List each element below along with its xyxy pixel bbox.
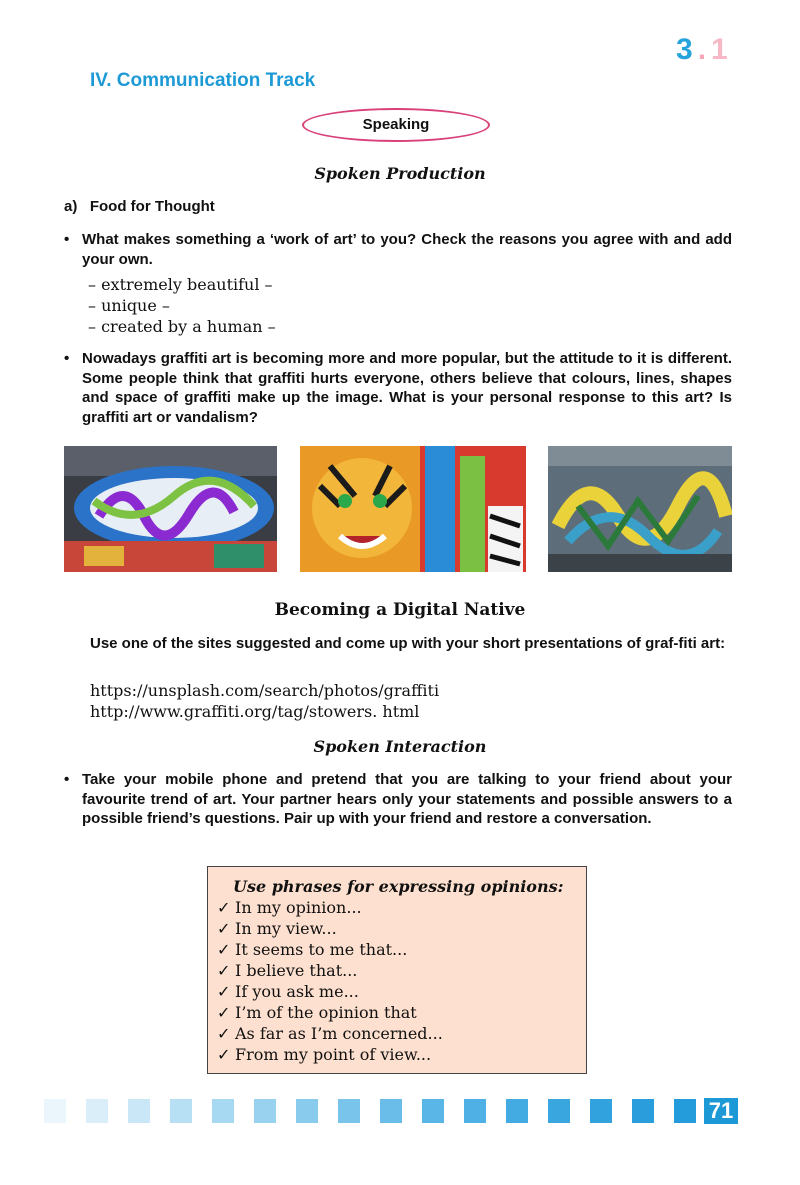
interaction-text: Take your mobile phone and pretend that you are talking to your friend about your favourite trend of art. Your partner hears only your statements and possible answers to a possible friend’s questions. Pair up with your friend and restore a conversation. (82, 771, 732, 827)
question-text: What makes something a ‘work of art’ to you? Check the reasons you agree with and add your own. (82, 231, 732, 268)
footer-square (254, 1099, 276, 1123)
phrase-text: If you ask me... (235, 982, 359, 1001)
phrase-item (217, 1002, 586, 1023)
check-icon: ✓ (217, 961, 231, 980)
graffiti-photo-3 (548, 446, 732, 572)
footer-square (380, 1099, 402, 1123)
phrase-text: From my point of view... (235, 1045, 432, 1064)
phrase-item (217, 897, 586, 918)
graffiti-photo-2 (300, 446, 526, 572)
phrase-text: As far as I’m concerned... (235, 1024, 443, 1043)
phrase-item (217, 918, 586, 939)
footer-square (86, 1099, 108, 1123)
footer-square (464, 1099, 486, 1123)
reasons-list (88, 274, 276, 337)
phrase-text: I’m of the opinion that (235, 1003, 417, 1022)
phrase-item (217, 960, 586, 981)
unit-dot: . (697, 33, 708, 66)
graffiti-photo-1 (64, 446, 277, 572)
check-icon: ✓ (217, 898, 231, 917)
footer-square (548, 1099, 570, 1123)
page-number: 71 (704, 1098, 738, 1124)
phrase-text: In my view... (235, 919, 337, 938)
section-title: IV. Communication Track (90, 70, 316, 91)
reason-item: – created by a human – (88, 317, 276, 336)
reason-item: – extremely beautiful – (88, 275, 273, 294)
footer-square (632, 1099, 654, 1123)
footer-square (128, 1099, 150, 1123)
question-graffiti (64, 349, 732, 427)
check-icon: ✓ (217, 919, 231, 938)
food-for-thought-label: a) Food for Thought (64, 198, 215, 215)
unit-minor: 1 (711, 33, 729, 66)
footer-square (338, 1099, 360, 1123)
site-link-graffiti-org[interactable]: http://www.graffiti.org/tag/stowers. html (90, 702, 420, 721)
digital-native-instructions: Use one of the sites suggested and come up with your short presentations of graf-fiti art: (90, 635, 726, 652)
check-icon: ✓ (217, 1024, 231, 1043)
bullet-icon: • (64, 350, 70, 367)
speaking-oval: Speaking (302, 108, 490, 142)
unit-number (676, 33, 729, 66)
footer-square (590, 1099, 612, 1123)
question-work-of-art (64, 230, 732, 269)
footer-square (422, 1099, 444, 1123)
bullet-icon: • (64, 771, 70, 788)
spoken-production-heading: Spoken Production (314, 164, 486, 183)
opinion-phrases-box (207, 866, 587, 1074)
spoken-interaction-heading: Spoken Interaction (313, 737, 487, 756)
footer-square (296, 1099, 318, 1123)
unit-major: 3 (676, 33, 694, 66)
footer-square (212, 1099, 234, 1123)
check-icon: ✓ (217, 1045, 231, 1064)
phrase-item (217, 1044, 586, 1065)
check-icon: ✓ (217, 940, 231, 959)
footer-square (170, 1099, 192, 1123)
digital-native-heading: Becoming a Digital Native (274, 600, 526, 620)
phrase-item (217, 981, 586, 1002)
opinion-phrases-heading: Use phrases for expressing opinions: (233, 877, 564, 896)
check-icon: ✓ (217, 982, 231, 1001)
footer-square (44, 1099, 66, 1123)
site-links (90, 680, 439, 722)
footer-square (674, 1099, 696, 1123)
reason-item: – unique – (88, 296, 170, 315)
bullet-icon: • (64, 231, 70, 248)
phrase-text: It seems to me that... (235, 940, 408, 959)
phrase-text: I believe that... (235, 961, 358, 980)
check-icon: ✓ (217, 1003, 231, 1022)
phrase-text: In my opinion... (235, 898, 362, 917)
question-text: Nowadays graffiti art is becoming more and more popular, but the attitude to it is different. Some people think that graffiti hurts everyone, others believe that colours, lines, shapes and space of graffiti make up the image. What is your personal response to this art? Is graffiti art or vandalism? (82, 350, 732, 426)
interaction-task (64, 770, 732, 829)
phrase-item (217, 1023, 586, 1044)
site-link-unsplash[interactable]: https://unsplash.com/search/photos/graffiti (90, 681, 440, 700)
phrase-item (217, 939, 586, 960)
footer-square (506, 1099, 528, 1123)
